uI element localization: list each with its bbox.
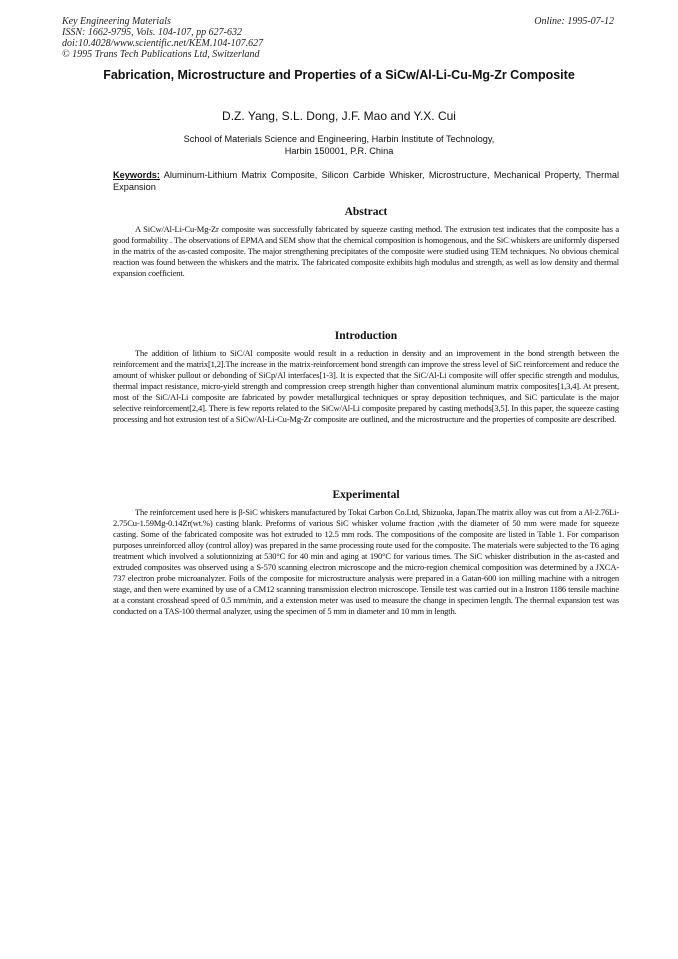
paper-title: Fabrication, Microstructure and Properties of a SiCw/Al-Li-Cu-Mg-Zr Composite <box>103 68 575 82</box>
online-date: Online: 1995-07-12 <box>534 16 614 27</box>
keywords <box>113 169 619 193</box>
affiliation-line-1: School of Materials Science and Engineering, Harbin Institute of Technology, <box>183 134 495 144</box>
keywords-text: Aluminum-Lithium Matrix Composite, Silicon Carbide Whisker, Microstructure, Mechanical Property, Thermal Expansion <box>113 170 619 192</box>
journal-header <box>62 16 263 60</box>
experimental-heading: Experimental <box>332 489 400 501</box>
issn-line: ISSN: 1662-9795, Vols. 104-107, pp 627-632 <box>62 27 242 38</box>
abstract-text: A SiCw/Al-Li-Cu-Mg-Zr composite was successfully fabricated by squeeze casting method. The extrusion test indicates that the composite has a good formability . The observations of EPMA and SEM show that the chemical composition is homogenous, and the SiC whiskers are uniformly dispersed in the matrix of the as-casted composite. The major strengthening precipitates of the composite were studied using TEM techniques. No obvious chemical reaction was found between the whiskers and the matrix. The fabricated composite exhibits high modulus and strength, as well as low density and thermal expansion coefficient. <box>113 224 619 278</box>
authors: D.Z. Yang, S.L. Dong, J.F. Mao and Y.X. Cui <box>222 109 456 123</box>
affiliation <box>60 133 618 157</box>
introduction-text: The addition of lithium to SiC/Al composite would result in a reduction in density and an improvement in the bond strength between the reinforcement and the matrix[1,2].The increase in the matrix-reinforcement bond strength can improve the stress level of SiC reinforcement and reduce the amount of whisker pullout or debonding of SiCp/Al interfaces[1-3]. It is expected that the SiC/Al-Li composite will offer specific strength and modulus, thermal impact resistance, micro-yield strength and compression creep strength higher than conventional aluminum matrix composites[1,3,4]. At present, most of the SiC/Al-Li composite are fabricated by powder metallurgical techniques or spray deposition techniques, and SiC particulate is the major selective reinforcement[2,4]. There is few reports related to the SiCw/Al-Li composite prepared by casting methods[3,5]. In this paper, the squeeze casting processing and hot extrusion test of a SiCw/Al-Li-Cu-Mg-Zr composite are outlined, and the microstructure and the properties of composite are described. <box>113 348 619 424</box>
affiliation-line-2: Harbin 150001, P.R. China <box>284 146 394 156</box>
abstract-heading: Abstract <box>344 206 388 218</box>
copyright-line: © 1995 Trans Tech Publications Ltd, Switzerland <box>62 49 260 60</box>
experimental-text: The reinforcement used here is β-SiC whiskers manufactured by Tokai Carbon Co.Ltd, Shizuoka, Japan.The matrix alloy was cut from a Al-2.76Li-2.75Cu-1.59Mg-0.14Zr(wt.%) casting blank. Preforms of various SiC whisker volume fraction ,with the diameter of 50 mm were made for squeeze casting. Some of the fabricated composite was hot extruded to 12.5 mm rods. The compositions of the composite are listed in Table 1. For comparison purposes unreinforced alloy (control alloy) was prepared in the same processing route used for the composite. The materials were subjected to the T6 aging treatment which involved a solutionnizing at 530°C for 40 min and aging at 190°C for various times. The SiC whisker distribution in the as-casted and extruded composites was observed using a S-570 scanning electron microscope and the micro-region chemical composition was determined by a JXCA-737 electron probe microanalyzer. Foils of the composite for microstructure analysis were prepared in a Gatan-600 ion milling machine with a nitrogen stage, and then were examined by use of a CM12 scanning transmission electron microscope. Tensile test was carried out in a Instron 1186 tensile machine at a constant crosshead speed of 0.5 mm/min, and a extension meter was used to measure the change in specimen length. The thermal expansion test was conducted on a TAS-100 thermal analyzer, using the specimen of 5 mm in diameter and 10 mm in length. <box>113 507 619 616</box>
journal-name: Key Engineering Materials <box>62 16 171 27</box>
introduction-heading: Introduction <box>334 330 398 342</box>
keywords-label: Keywords: <box>113 170 160 180</box>
doi-line: doi:10.4028/www.scientific.net/KEM.104-107.627 <box>62 38 264 49</box>
